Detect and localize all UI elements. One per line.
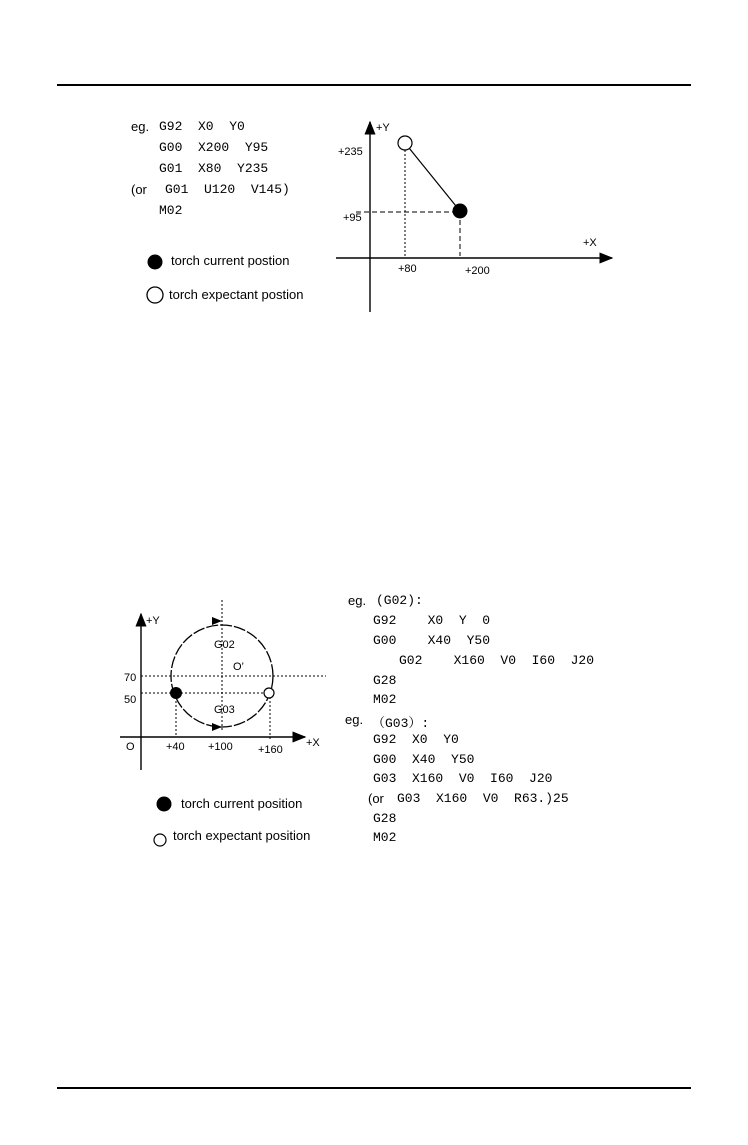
- code-line: (G02):: [376, 593, 423, 608]
- current-point: [170, 687, 182, 699]
- open-circle-icon: [152, 832, 168, 848]
- g03-label: G03: [214, 704, 235, 716]
- expectant-point: [264, 688, 274, 698]
- x-axis-label: +X: [306, 737, 320, 749]
- tick-label-y95: +95: [343, 212, 362, 224]
- y-axis-label: +Y: [376, 122, 390, 134]
- arc-arrow-bottom: [212, 723, 222, 731]
- code-line: G01 X80 Y235: [159, 161, 269, 176]
- code-line: G00 X40 Y50: [373, 752, 475, 767]
- tick-label-x160: +160: [258, 744, 283, 756]
- tick-label-y70: 70: [124, 672, 137, 684]
- eg-label: eg.: [348, 593, 367, 608]
- code-line: G92 X0 Y 0: [373, 613, 491, 628]
- eg-label: eg.: [345, 712, 364, 727]
- arc-arrow-top: [212, 617, 222, 625]
- center-label: O’: [233, 661, 244, 673]
- code-line: M02: [373, 692, 397, 707]
- code-line: （G03）:: [372, 716, 430, 731]
- path-line: [405, 143, 460, 211]
- tick-label-x200: +200: [465, 265, 490, 277]
- code-line: G03 X160 V0 I60 J20: [373, 771, 553, 786]
- code-line: M02: [373, 830, 397, 845]
- legend-current-label: torch current position: [181, 796, 303, 811]
- tick-label-x80: +80: [398, 263, 417, 275]
- x-axis-label: +X: [583, 237, 597, 249]
- legend-expectant-label: torch expectant postion: [169, 287, 304, 302]
- tick-label-x100: +100: [208, 741, 233, 753]
- code-line: G00 X200 Y95: [159, 140, 269, 155]
- g02-label: G02: [214, 639, 235, 651]
- code-line: G92 X0 Y0: [159, 119, 245, 134]
- legend-current-label: torch current postion: [171, 253, 290, 268]
- code-line: G28: [373, 811, 397, 826]
- expectant-point: [398, 136, 412, 150]
- tick-label-x40: +40: [166, 741, 185, 753]
- tick-label-y235: +235: [338, 146, 363, 158]
- current-point: [453, 204, 468, 219]
- example1-graph: [0, 0, 748, 340]
- eg-label: eg.: [131, 119, 150, 134]
- code-line: G03 X160 V0 R63.)25: [397, 791, 569, 806]
- code-line: M02: [159, 203, 183, 218]
- code-line: G92 X0 Y0: [373, 732, 459, 747]
- code-line: G00 X40 Y50: [373, 633, 491, 648]
- tick-label-y50: 50: [124, 694, 137, 706]
- code-line: G01 U120 V145): [165, 182, 290, 197]
- filled-circle-icon: [155, 795, 173, 813]
- code-line: G02 X160 V0 I60 J20: [399, 653, 595, 668]
- code-line: G28: [373, 673, 397, 688]
- example2-graph: [0, 580, 340, 780]
- legend-expectant-label: torch expectant position: [173, 828, 311, 843]
- footer-rule: [57, 1087, 691, 1089]
- or-label: (or: [368, 791, 384, 806]
- origin-label: O: [126, 741, 135, 753]
- or-label: (or: [131, 182, 147, 197]
- y-axis-label: +Y: [146, 615, 160, 627]
